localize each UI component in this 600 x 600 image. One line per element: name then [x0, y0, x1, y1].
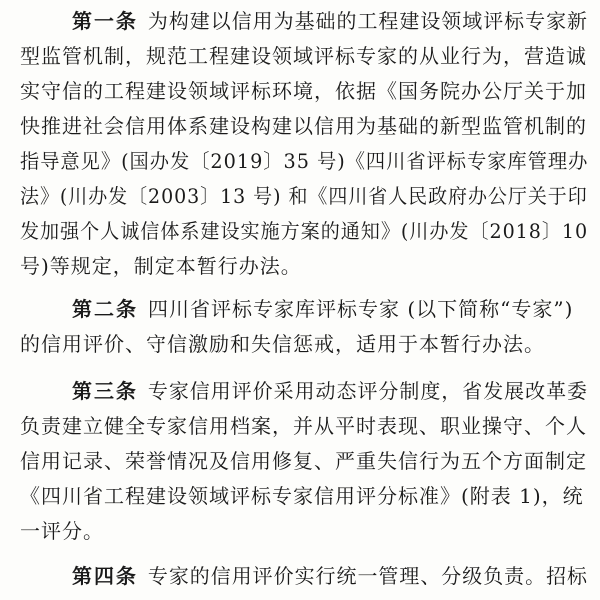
- article-4-heading: 第四条: [72, 564, 138, 588]
- article-2-heading: 第二条: [72, 297, 138, 321]
- article-1-line-2: 型监管机制，规范工程建设领域评标专家的从业行为，营造诚: [20, 44, 587, 68]
- article-3-line-1: [72, 374, 588, 408]
- article-1-heading: 第一条: [72, 9, 138, 33]
- article-3-text: 专家信用评价采用动态评分制度，省发展改革委: [147, 379, 589, 403]
- article-1-line-6: 法》(川办发〔2003〕13 号) 和《四川省人民政府办公厅关于印: [20, 184, 588, 208]
- article-2-line-1: [72, 292, 573, 326]
- article-3-line-2: 负责建立健全专家信用档案，并从平时表现、职业操守、个人: [20, 414, 587, 438]
- article-1-line-1: [72, 4, 588, 38]
- article-2-line-2: 的信用评价、守信激励和失信惩戒，适用于本暂行办法。: [20, 332, 545, 356]
- article-3-line-4: 《四川省工程建设领域评标专家信用评分标准》(附表 1)，统: [20, 484, 584, 508]
- article-1-line-8: 号)等规定，制定本暂行办法。: [20, 254, 302, 278]
- article-1-line-7: 发加强个人诚信体系建设实施方案的通知》(川办发〔2018〕10: [20, 219, 589, 243]
- article-3-heading: 第三条: [72, 379, 138, 403]
- article-3-line-5: 一评分。: [20, 519, 104, 543]
- article-4-text: 专家的信用评价实行统一管理、分级负责。招标: [147, 564, 589, 588]
- article-1-text: 为构建以信用为基础的工程建设领域评标专家新: [147, 9, 589, 33]
- article-1-line-3: 实守信的工程建设领域评标环境，依据《国务院办公厅关于加: [20, 79, 587, 103]
- article-1-line-5: 指导意见》(国办发〔2019〕35 号)《四川省评标专家库管理办: [20, 149, 589, 173]
- article-4-line-1: [72, 559, 588, 593]
- article-2-text: 四川省评标专家库评标专家 (以下简称“专家”): [148, 297, 574, 321]
- article-3-line-3: 信用记录、荣誉情况及信用修复、严重失信行为五个方面制定: [20, 449, 587, 473]
- article-1-line-4: 快推进社会信用体系建设构建以信用为基础的新型监管机制的: [20, 114, 587, 138]
